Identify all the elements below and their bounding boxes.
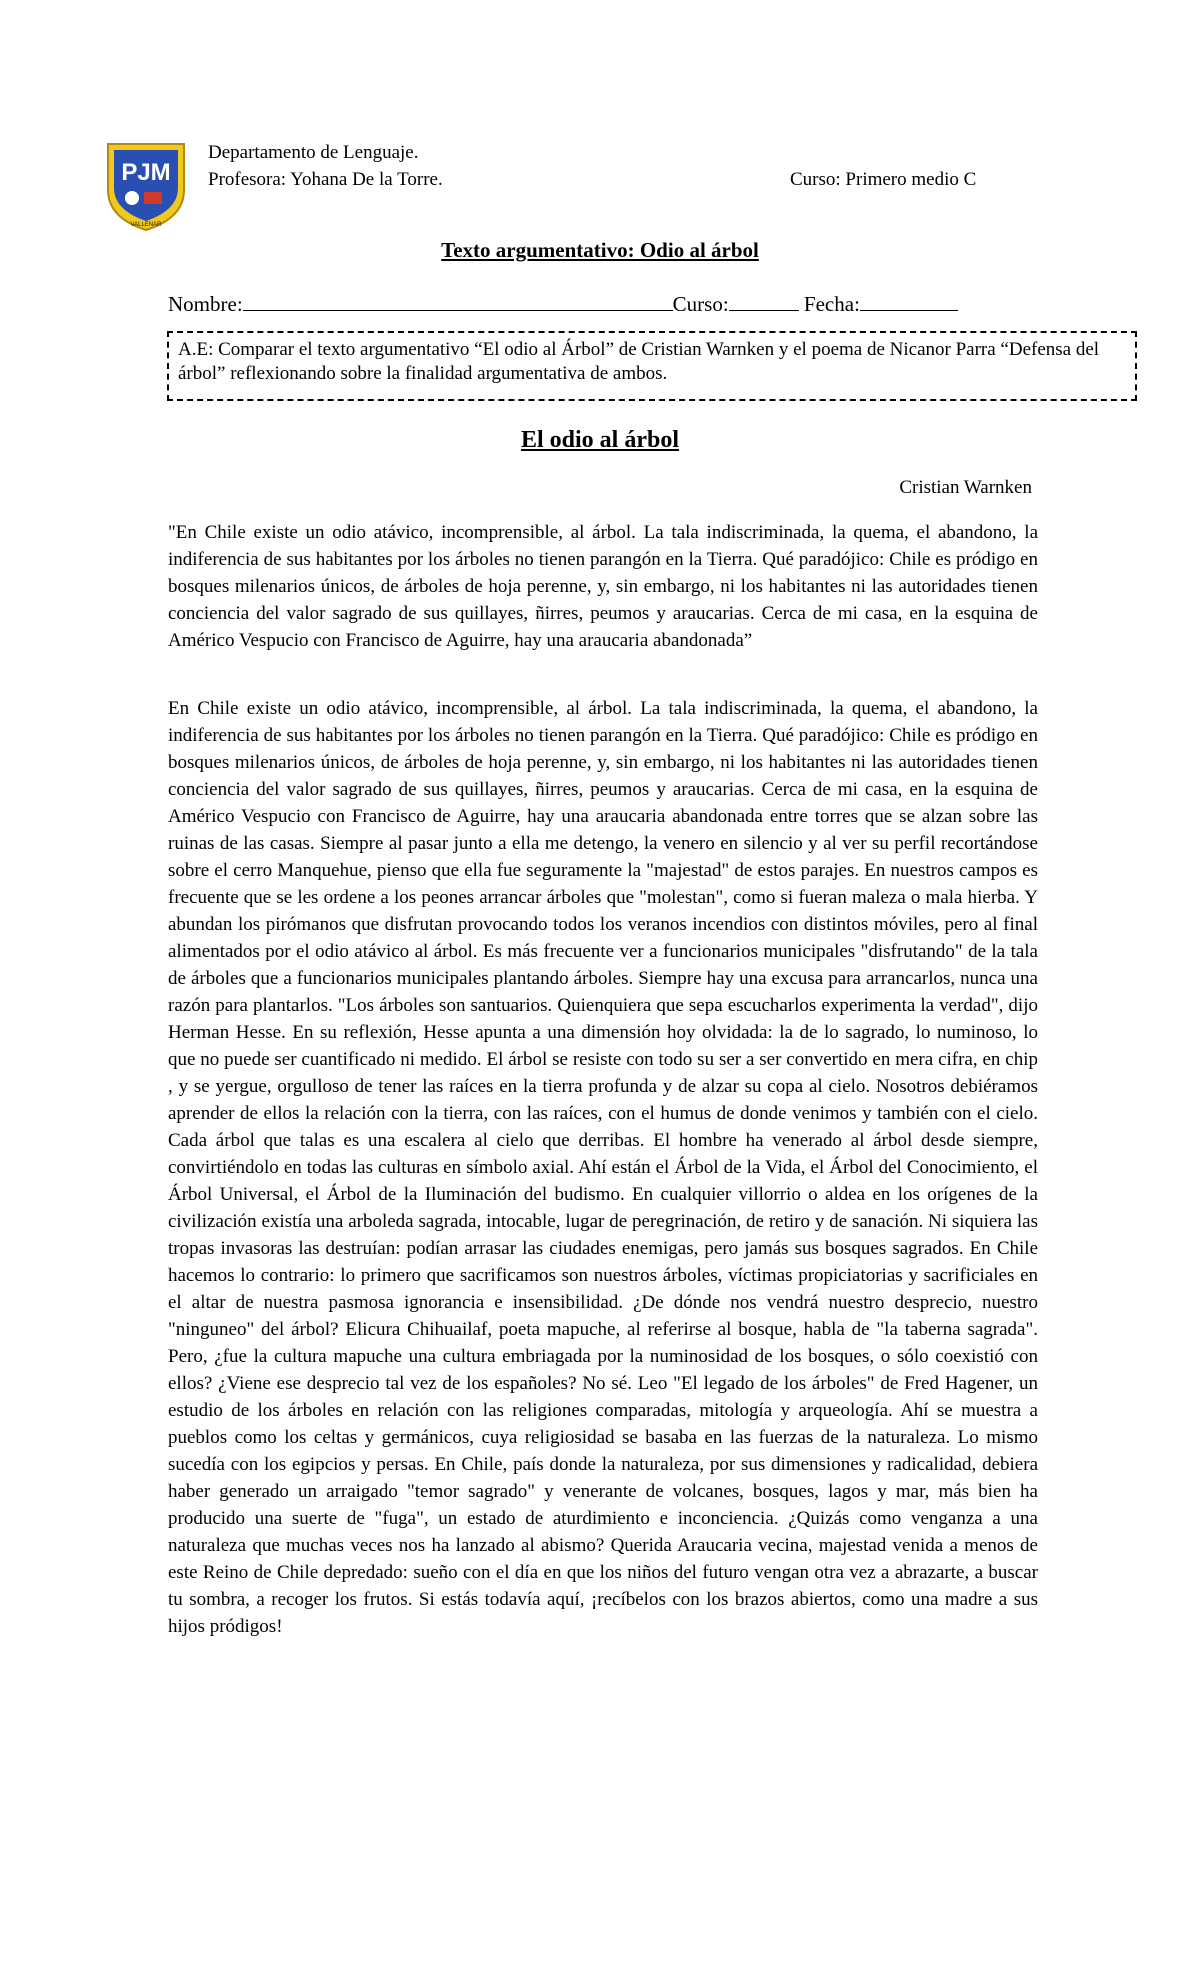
date-label: Fecha: [803, 292, 860, 316]
quote-paragraph: "En Chile existe un odio atávico, incomprensible, al árbol. La tala indiscriminada, la quema, el abandono, la indiferencia de sus habitantes por los árboles no tienen parangón en la Tierra. Qué paradójico: Chile es pródigo en bosques milenarios únicos, de árboles de hoja perenne, y, sin embargo, ni los habitantes ni las autoridades tienen conciencia del valor sagrado de sus quillayes, ñirres, peumos y araucarias. Cerca de mi casa, en la esquina de Américo Vespucio con Francisco de Aguirre, hay una araucaria abandonada” [168, 522, 1038, 651]
course-field-label: Curso: [672, 292, 729, 316]
logo-caption: VALLENAR [130, 222, 162, 228]
body-paragraph: En Chile existe un odio atávico, incomprensible, al árbol. La tala indiscriminada, la quema, el abandono, la indiferencia de sus habitantes por los árboles no tienen parangón en la Tierra. Qué paradójico: Chile es pródigo en bosques milenarios únicos, de árboles de hoja perenne, y, sin embargo, ni los habitantes ni las autoridades tienen conciencia del valor sagrado de sus quillayes, ñirres, peumos y araucarias. Cerca de mi casa, en la esquina de Américo Vespucio con Francisco de Aguirre, hay una araucaria abandonada entre torres que se alzan sobre las ruinas de las casas. Siempre al pasar junto a ella me detengo, la venero en silencio y al ver su perfil recortándose sobre el cerro Manquehue, pienso que ella fue seguramente la "majestad" de estos parajes. En nuestros campos es frecuente que se les ordene a los peones arrancar árboles que "molestan", como si fueran maleza o mala hierba. Y abundan los pirómanos que disfrutan provocando todos los veranos incendios con distintos móviles, pero al final alimentados por el odio atávico al árbol. Es más frecuente ver a funcionarios municipales "disfrutando" de la tala de árboles que a funcionarios municipales plantando árboles. Siempre hay una excusa para arrancarlos, nunca una razón para plantarlos. "Los árboles son santuarios. Quienquiera que sepa escucharlos experimenta la verdad", dijo Herman Hesse. En su reflexión, Hesse apunta a una dimensión hoy olvidada: la de lo sagrado, lo numinoso, lo que no puede ser cuantificado ni medido. El árbol se resiste con todo su ser a ser convertido en mera cifra, en chip , y se yergue, orgulloso de tener las raíces en la tierra profunda y de alzar su copa al cielo. Nosotros debiéramos aprender de ellos la relación con la tierra, con las raíces, con el humus de donde venimos y también con el cielo. Cada árbol que talas es una escalera al cielo que derribas. El hombre ha venerado al árbol desde siempre, convirtiéndolo en todas las culturas en símbolo axial. Ahí están el Árbol de la Vida, el Árbol del Conocimiento, el Árbol Universal, el Árbol de la Iluminación del budismo. En cualquier villorrio o aldea en los orígenes de la civilización existía una arboleda sagrada, intocable, lugar de peregrinación, de retiro y de sanación. Ni siquiera las tropas invasoras las destruían: podían arrasar las ciudades enemigas, pero jamás sus bosques sagrados. En Chile hacemos lo contrario: lo primero que sacrificamos son nuestros árboles, víctimas propiciatorias y sacrificiales en el altar de nuestra pasmosa ignorancia e insensibilidad. ¿De dónde nos vendrá nuestro desprecio, nuestro "ninguneo" del árbol? Elicura Chihuailaf, poeta mapuche, al referirse al bosque, habla de "la taberna sagrada". Pero, ¿fue la cultura mapuche una cultura embriagada por la numinosidad de los bosques, o sólo coexistió con ellos? ¿Viene ese desprecio tal vez de los españoles? No sé. Leo "El legado de los árboles" de Fred Hagener, un estudio de los árboles en relación con las religiones comparadas, mitología y arqueología. Ahí se muestra a pueblos como los celtas y germánicos, cuya religiosidad se basaba en las fuerzas de la naturaleza. Lo mismo sucedía con los egipcios y persas. En Chile, país donde la naturaleza, por sus dimensiones y radicalidad, debiera haber generado un arraigado "temor sagrado" y venerante de volcanes, bosques, lagos y mar, más bien ha producido una suerte de "fuga", un estado de aturdimiento e inconciencia. ¿Quizás como venganza a una naturaleza que muchas veces nos ha lanzado al abismo? Querida Araucaria vecina, majestad venida a menos de este Reino de Chile depredado: sueño con el día en que los niños del futuro vengan otra vez a abrazarte, a buscar tu sombra, a recoger los frutos. Si estás todavía aquí, ¡recíbelos con los brazos abiertos, como una madre a sus hijos pródigos! [168, 698, 1038, 1637]
name-field[interactable] [243, 290, 673, 311]
student-fields [168, 290, 958, 317]
name-label: Nombre: [168, 292, 243, 316]
date-field[interactable] [860, 290, 958, 311]
article-title: El odio al árbol [520, 427, 680, 453]
course-field[interactable] [729, 290, 799, 311]
department-label: Departamento de Lenguaje. [208, 142, 419, 163]
learning-objective-text: A.E: Comparar el texto argumentativo “El odio al Árbol” de Cristian Warnken y el poema de Nicanor Parra “Defensa del árbol” reflexionando sobre la finalidad argumentativa de ambos. [178, 339, 1100, 384]
worksheet-title: Texto argumentativo: Odio al árbol [441, 238, 759, 262]
logo-text: PJM [121, 159, 171, 186]
learning-objective-box [167, 331, 1137, 401]
teacher-label: Profesora: Yohana De la Torre. [208, 169, 443, 190]
course-label: Curso: Primero medio C [790, 169, 977, 190]
school-logo [104, 140, 188, 232]
article-author: Cristian Warnken [899, 477, 1032, 498]
